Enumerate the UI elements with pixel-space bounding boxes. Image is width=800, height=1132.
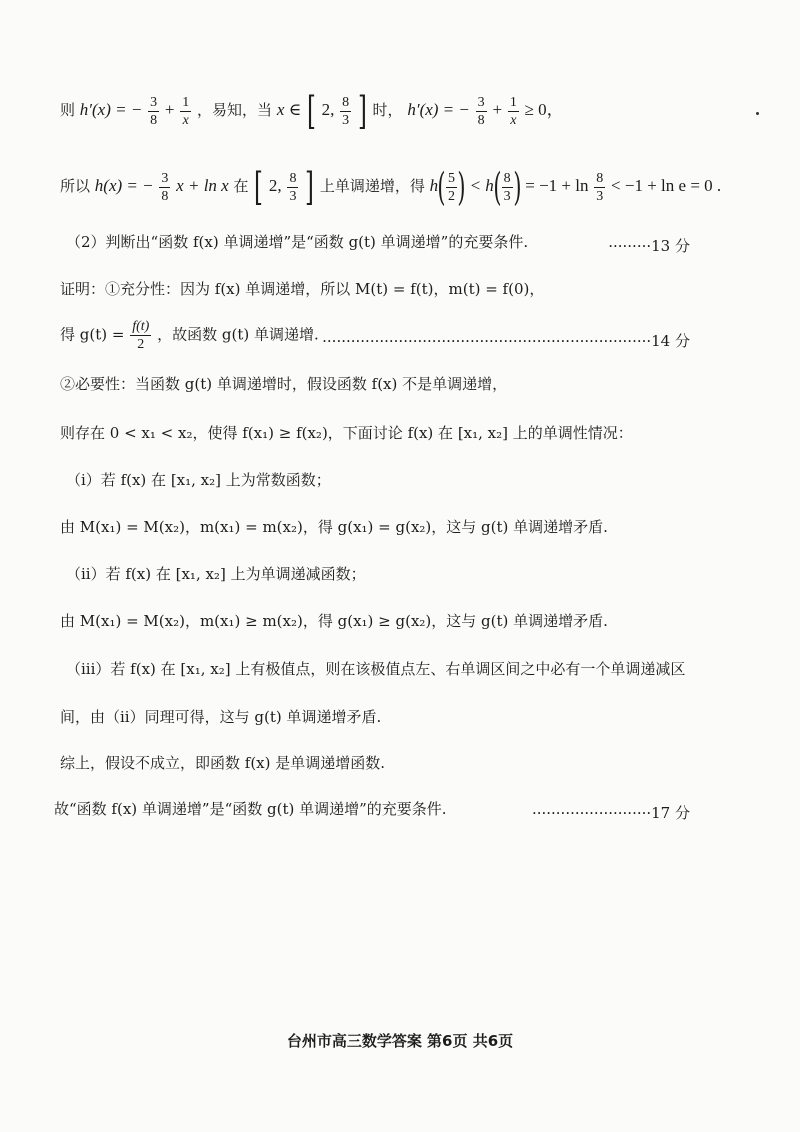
text-ze: 则 — [60, 101, 76, 119]
bracket-close: ] — [357, 89, 367, 133]
math-h: h — [429, 176, 439, 195]
math-geq0: ≥ 0， — [524, 100, 564, 119]
frac-8-3-b: $\frac{8}{3}$ — [289, 170, 297, 204]
bracket-open: [ — [306, 89, 316, 133]
text-case-ii: （ii）若 f(x) 在 [x₁, x₂] 上为单调递减函数； — [66, 565, 366, 583]
math-two-2: 2, — [268, 176, 282, 195]
frac-3-8: $\frac{3}{8}$ — [150, 94, 158, 128]
math-x-in: x ∈ — [276, 100, 302, 119]
frac-1-x: $\frac{1}{x}$ — [182, 94, 190, 128]
text-yizhi: ，易知，当 — [197, 101, 273, 119]
frac-8-3-d: $\frac{8}{3}$ — [596, 170, 604, 204]
text-case-iii-cont: 间，由（ii）同理可得，这与 g(t) 单调递增矛盾. — [60, 708, 382, 726]
math-xlnx: x + ln x — [176, 176, 229, 195]
line-hprime — [60, 89, 760, 133]
line-exists — [60, 426, 760, 441]
text-conclusion: 综上，假设不成立，即函数 f(x) 是单调递增函数. — [60, 754, 386, 772]
line-proof-sufficient — [60, 282, 760, 297]
bracket-open-2: [ — [254, 165, 264, 209]
frac-8-3-c: $\frac{8}{3}$ — [503, 170, 511, 204]
math-plus: + — [164, 100, 175, 119]
line-hx: 所以 h(x) = − $\frac{3}{8}$ x + ln x 在 [ 2, $\frac{8}{3}$ ] 上单调递增，得 h( $\frac{5}{2}$ ) < h( $\frac{8}{3}$ ) = −1 + ln $\frac{8}{3}$ < −1 + ln e = 0 . — [60, 165, 722, 209]
frac-8-3: $\frac{8}{3}$ — [342, 94, 350, 128]
line-case-iii-cont — [60, 710, 760, 725]
math-lt-h: < h — [469, 176, 494, 195]
math-hprime: h′(x) = − — [79, 100, 143, 119]
frac-3-8-c: $\frac{3}{8}$ — [161, 170, 169, 204]
line-conclusion — [60, 756, 760, 771]
score-14: ·····································································14 分 — [322, 332, 690, 350]
line-case-i — [66, 473, 760, 488]
frac-5-2: $\frac{5}{2}$ — [447, 170, 455, 204]
text-gt: 得 g(t) = — [60, 325, 125, 344]
math-tail1: = −1 + ln — [525, 176, 589, 195]
text-gt-increasing: ，故函数 g(t) 单调递增. — [157, 325, 319, 344]
frac-1-x-b: $\frac{1}{x}$ — [509, 94, 517, 128]
line-case-ii — [66, 567, 760, 582]
line-case-ii-result — [60, 614, 760, 629]
text-final: 故“函数 f(x) 单调递增”是“函数 g(t) 单调递增”的充要条件. — [54, 800, 447, 818]
text-zai: 在 — [233, 177, 249, 195]
text-case-iii: （iii）若 f(x) 在 [x₁, x₂] 上有极值点，则在该极值点左、右单调区间之中必有一个单调递减区 — [66, 660, 686, 678]
score-13: ·········13 分 — [608, 237, 690, 255]
page-footer: 台州市高三数学答案 第6页 共6页 — [286, 1032, 514, 1050]
frac-ft-2: $\frac{f(t)}{2}$ — [132, 319, 150, 352]
line-necessary — [60, 377, 760, 392]
text-shi: 时， — [372, 101, 403, 119]
line-case-iii — [66, 662, 760, 677]
text-necessary: ②必要性：当函数 g(t) 单调递增时，假设函数 f(x) 不是单调递增， — [60, 375, 508, 393]
bracket-close-2: ] — [305, 165, 315, 209]
text-part2: （2）判断出“函数 f(x) 单调递增”是“函数 g(t) 单调递增”的充要条件. — [66, 233, 529, 251]
text-exists: 则存在 0 < x₁ < x₂，使得 f(x₁) ≥ f(x₂)，下面讨论 f(x) 在 [x₁, x₂] 上的单调性情况： — [60, 424, 633, 442]
score-17: ·························17 分 — [531, 804, 690, 822]
text-suoyi: 所以 — [60, 177, 91, 195]
math-hprime-2: h′(x) = − — [407, 100, 470, 119]
math-hx: h(x) = − — [94, 176, 154, 195]
frac-3-8-b: $\frac{3}{8}$ — [477, 94, 485, 128]
line-case-i-result — [60, 520, 760, 535]
text-case-ii-result: 由 M(x₁) = M(x₂)，m(x₁) ≥ m(x₂)，得 g(x₁) ≥ g(x₂)，这与 g(t) 单调递增矛盾. — [60, 612, 608, 630]
text-proof-sufficient: 证明：①充分性：因为 f(x) 单调递增，所以 M(t) = f(t)，m(t) = f(0)， — [60, 280, 545, 298]
text-case-i: （i）若 f(x) 在 [x₁, x₂] 上为常数函数； — [66, 471, 331, 489]
text-increasing: 上单调递增，得 — [319, 177, 425, 195]
math-two: 2, — [321, 100, 335, 119]
math-plus-2: + — [492, 100, 503, 119]
math-tail2: < −1 + ln e = 0 . — [611, 176, 722, 195]
text-case-i-result: 由 M(x₁) = M(x₂)，m(x₁) = m(x₂)，得 g(x₁) = g(x₂)，这与 g(t) 单调递增矛盾. — [60, 518, 608, 536]
